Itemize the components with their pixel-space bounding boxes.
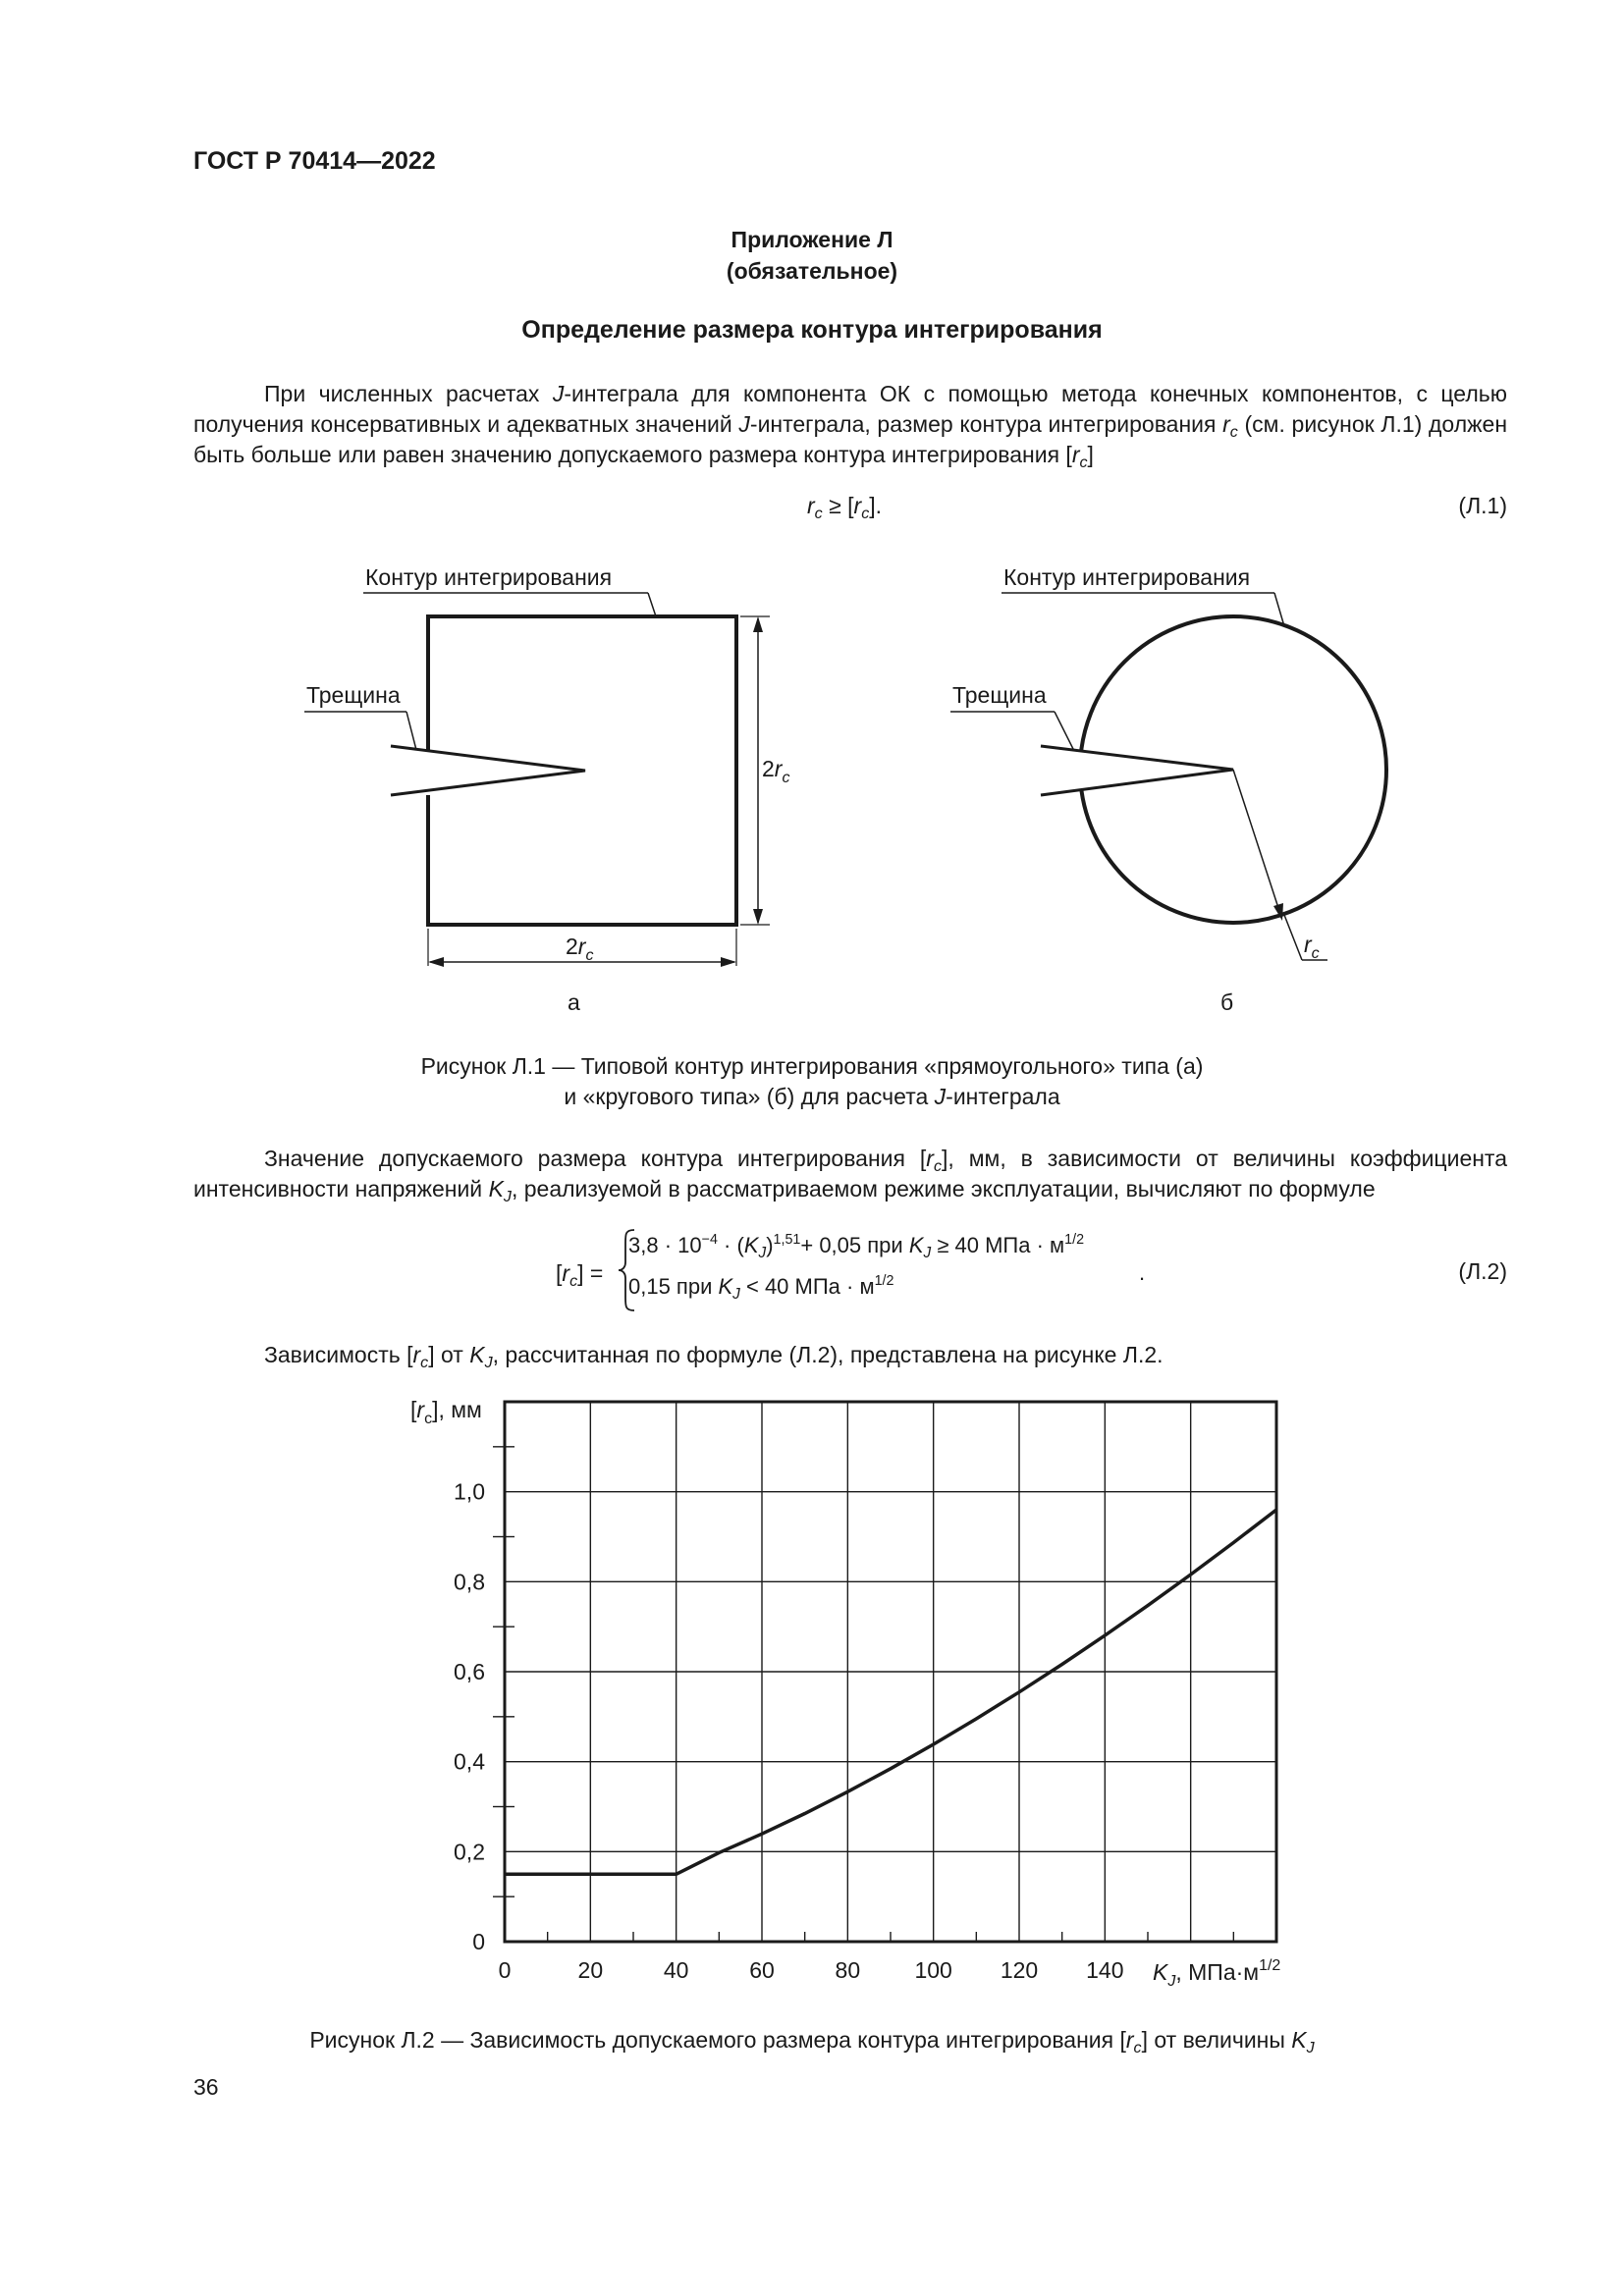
figure-1-caption <box>0 1051 1624 1112</box>
text-run: < 40 МПа · м <box>739 1274 875 1299</box>
r-symbol: r <box>807 493 815 518</box>
panel-b-letter: б <box>1220 989 1234 1015</box>
section-title: Определение размера контура интегрирования <box>521 316 1103 344</box>
paragraph-1 <box>193 379 1507 470</box>
chart-x-axis-label: $K_J$, $МПа\cdot м^{1/2}$ <box>1153 1957 1281 1990</box>
text-run: При численных расчетах <box>264 381 553 406</box>
x-tick-label: 100 <box>914 1957 952 1983</box>
equation-2-lhs <box>556 1260 604 1290</box>
equation-2-case-2 <box>628 1273 894 1303</box>
document-header: ГОСТ Р 70414—2022 <box>193 147 436 175</box>
k-symbol: K <box>1291 2027 1307 2053</box>
equation-close: ]. <box>869 493 883 518</box>
text-run: -интеграла <box>946 1084 1060 1109</box>
j-subscript: J <box>1306 2039 1315 2056</box>
y-tick-label: 0,8 <box>454 1569 485 1595</box>
k-symbol: K <box>743 1233 759 1257</box>
text-run: + 0,05 при <box>800 1233 909 1257</box>
radius-line <box>1233 770 1279 911</box>
x-tick-label: 60 <box>749 1957 775 1983</box>
text-run: · ( <box>717 1233 744 1257</box>
k-symbol: K <box>718 1274 733 1299</box>
chart-x-tick-labels <box>499 1957 1124 1983</box>
contour-leader-a-tick <box>648 593 656 616</box>
c-subscript: c <box>814 505 823 522</box>
text-run: ) <box>766 1233 774 1257</box>
equation-2-trail: . <box>1139 1260 1146 1285</box>
k-symbol: K <box>908 1233 924 1257</box>
equation-2-number: (Л.2) <box>1458 1258 1507 1284</box>
c-subscript: c <box>861 505 870 522</box>
x-tick-label: 40 <box>663 1957 689 1983</box>
text-run: Рисунок Л.2 — Зависимость допускаемого размера контура интегрирования [ <box>309 2027 1126 2053</box>
c-subscript: c <box>1079 454 1088 471</box>
c-subscript: c <box>1229 423 1238 441</box>
text-run: (см. рисунок Л.1) должен быть больше или равен значению допускаемого размера контура интегрирования [ <box>193 411 1508 467</box>
exponent: −4 <box>701 1232 718 1248</box>
chart-grid <box>505 1402 1276 1942</box>
figure-1 <box>0 550 1624 1031</box>
figure-1-panel-b <box>950 564 1386 1015</box>
text-run: , реализуемой в рассматриваемом режиме эксплуатации, вычисляют по формуле <box>511 1176 1376 1201</box>
exponent: 1/2 <box>1064 1232 1085 1248</box>
x-tick-label: 140 <box>1086 1957 1124 1983</box>
text-run: 0,15 при <box>628 1274 719 1299</box>
contour-label-b: Контур интегрирования <box>1003 564 1251 590</box>
y-tick-label: 0 <box>472 1929 485 1954</box>
figure-2-chart <box>0 1384 1624 2012</box>
exponent: 1/2 <box>874 1273 894 1289</box>
figure-1-panel-a <box>304 564 789 1015</box>
text-run: ] <box>1087 442 1094 467</box>
r-symbol: r <box>853 493 862 518</box>
chart-y-tick-labels <box>454 1479 485 1954</box>
x-tick-label: 120 <box>1000 1957 1039 1983</box>
text-run: [ <box>556 1260 563 1286</box>
crack-shape-a <box>391 746 585 795</box>
figure-1-caption-line1: Рисунок Л.1 — Типовой контур интегрирования «прямоугольного» типа (а) <box>420 1053 1204 1079</box>
text-run: , рассчитанная по формуле (Л.2), представлена на рисунке Л.2. <box>492 1342 1164 1367</box>
text-run: -интеграла, размер контура интегрирования <box>749 411 1223 437</box>
figure-1-caption-line2 <box>0 1082 1624 1112</box>
j-symbol: J <box>738 411 750 437</box>
text-run: ], мм, в зависимости от величины коэффициента интенсивности напряжений <box>193 1146 1508 1201</box>
y-tick-label: 0,2 <box>454 1839 485 1865</box>
r-symbol: r <box>1071 442 1080 467</box>
equation-2-case-1 <box>628 1232 1085 1261</box>
c-subscript: c <box>420 1354 429 1371</box>
exponent: 1,51 <box>773 1232 801 1248</box>
r-symbol: r <box>562 1260 570 1286</box>
j-subscript: J <box>503 1188 512 1205</box>
y-tick-label: 0,4 <box>454 1748 485 1775</box>
radius-leader <box>1284 915 1302 960</box>
equation-1 <box>807 493 883 522</box>
figure-2-caption <box>0 2025 1624 2056</box>
arrowhead <box>753 616 763 632</box>
crack-leader-b-tick <box>1055 712 1074 751</box>
appendix-status: (обязательное) <box>726 258 898 284</box>
appendix-title: Приложение Л <box>731 227 893 252</box>
crack-leader-a-tick <box>406 712 416 750</box>
crack-label-a: Трещина <box>306 682 401 708</box>
horizontal-dim-label: $2r_c$ <box>566 934 594 964</box>
k-symbol: K <box>469 1342 485 1367</box>
text-run: Значение допускаемого размера контура интегрирования [ <box>264 1146 927 1171</box>
r-symbol: r <box>1125 2027 1134 2053</box>
appendix-heading <box>0 224 1624 287</box>
text-run: 3,8 · 10 <box>628 1233 702 1257</box>
j-subscript: J <box>923 1245 932 1261</box>
text-run: ] = <box>577 1260 604 1286</box>
radius-label: $r_c$ <box>1304 932 1320 962</box>
contour-label-a: Контур интегрирования <box>365 564 613 590</box>
x-tick-label: 80 <box>835 1957 861 1983</box>
crack-shape-b <box>1041 746 1233 795</box>
r-symbol: r <box>926 1146 934 1171</box>
equation-1-number: (Л.1) <box>1458 493 1507 518</box>
chart-minor-ticks <box>493 1447 1233 1942</box>
text-run: ≥ 40 МПа · м <box>931 1233 1065 1257</box>
arrowhead <box>753 909 763 925</box>
vertical-dim-label: $2r_c$ <box>762 756 790 786</box>
j-subscript: J <box>758 1245 767 1261</box>
chart-series-line <box>505 1510 1276 1874</box>
j-symbol: J <box>934 1084 947 1109</box>
j-subscript: J <box>732 1286 740 1303</box>
chart-y-axis-label: $[r_c]$, мм <box>410 1397 482 1427</box>
x-tick-label: 0 <box>498 1957 512 1983</box>
text-run: Зависимость [ <box>264 1342 413 1367</box>
c-subscript: c <box>933 1157 942 1175</box>
paragraph-2 <box>193 1144 1507 1204</box>
crack-label-b: Трещина <box>952 682 1047 708</box>
text-run: ] от <box>428 1342 470 1367</box>
panel-a-letter: а <box>568 989 580 1015</box>
c-subscript: c <box>569 1272 578 1290</box>
j-subscript: J <box>484 1354 493 1371</box>
c-subscript: c <box>1133 2039 1142 2056</box>
r-symbol: r <box>412 1342 421 1367</box>
page-number: 36 <box>193 2074 219 2100</box>
text-run: ] от величины <box>1141 2027 1292 2053</box>
arrowhead <box>428 957 444 967</box>
r-symbol: r <box>1222 411 1230 437</box>
y-tick-label: 0,6 <box>454 1659 485 1684</box>
text-run: -интеграла для компонента ОК с помощью метода конечных компонентов, с целью получения консервативных и адекватных значений <box>193 381 1507 437</box>
equation-operator: ≥ [ <box>822 493 854 518</box>
arrowhead <box>721 957 736 967</box>
x-tick-label: 20 <box>577 1957 604 1983</box>
j-symbol: J <box>552 381 565 406</box>
paragraph-3 <box>193 1340 1507 1370</box>
text-run: и «кругового типа» (б) для расчета <box>564 1084 935 1109</box>
y-tick-label: 1,0 <box>454 1478 485 1505</box>
k-symbol: K <box>488 1176 504 1201</box>
